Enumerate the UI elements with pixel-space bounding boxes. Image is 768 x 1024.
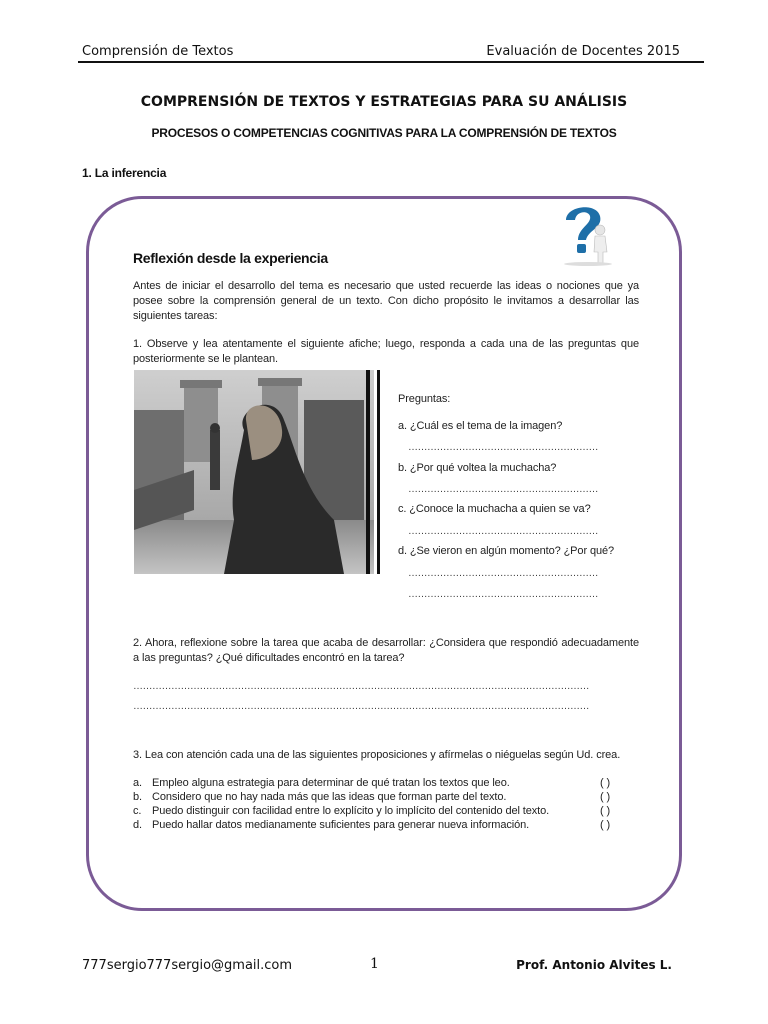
page-subtitle: PROCESOS O COMPETENCIAS COGNITIVAS PARA LA COMPRENSIÓN DE TEXTOS: [151, 126, 617, 140]
answer-line-c: ……………………………………………………: [408, 526, 598, 537]
question-a: a. ¿Cuál es el tema de la imagen?: [398, 420, 563, 432]
question-c: c. ¿Conoce la muchacha a quien se va?: [398, 503, 591, 515]
task-1: 1. Observe y lea atentamente el siguiente afiche; luego, responda a cada una de las preguntas que posteriormente se le plantean.: [133, 338, 639, 365]
answer-box[interactable]: ( ): [600, 805, 611, 817]
header-left: Comprensión de Textos: [82, 44, 234, 59]
question-b: b. ¿Por qué voltea la muchacha?: [398, 462, 557, 474]
section-heading: 1. La inferencia: [82, 166, 167, 180]
statement-text: Puedo distinguir con facilidad entre lo explícito y lo implícito del contenido del texto.: [152, 805, 550, 817]
answer-line-b: ……………………………………………………: [408, 484, 598, 495]
box-heading: Reflexión desde la experiencia: [133, 250, 328, 266]
answer-box[interactable]: ( ): [600, 791, 611, 803]
poster-image: [134, 370, 380, 574]
answer-box[interactable]: ( ): [600, 819, 611, 831]
statement-text: Empleo alguna estrategia para determinar de qué tratan los textos que leo.: [152, 777, 510, 789]
statement-text: Puedo hallar datos medianamente suficientes para generar nueva información.: [152, 819, 530, 831]
questions-label: Preguntas:: [398, 393, 451, 405]
footer-author: Prof. Antonio Alvites L.: [516, 958, 672, 972]
statement-text: Considero que no hay nada más que las ideas que forman parte del texto.: [152, 791, 507, 803]
page-title: COMPRENSIÓN DE TEXTOS Y ESTRATEGIAS PARA SU ANÁLISIS: [140, 94, 628, 110]
page-number: 1: [370, 956, 379, 972]
footer-email: 777sergio777sergio@gmail.com: [82, 958, 293, 973]
question-d: d. ¿Se vieron en algún momento? ¿Por qué?: [398, 545, 615, 557]
statement-letter: d.: [133, 819, 142, 831]
question-mark-figure-icon: [556, 200, 616, 266]
answer-line-a: ……………………………………………………: [408, 442, 598, 453]
long-answer-line-2: ………………………………………………………………………………………………………………………………: [133, 701, 589, 712]
answer-box[interactable]: ( ): [600, 777, 611, 789]
statement-letter: c.: [133, 805, 142, 817]
header-right: Evaluación de Docentes 2015: [486, 44, 680, 59]
header-rule: [78, 61, 704, 63]
long-answer-line-1: ………………………………………………………………………………………………………………………………: [133, 681, 589, 692]
task-3: 3. Lea con atención cada una de las siguientes proposiciones y afírmelas o niéguelas según Ud. crea.: [133, 749, 621, 761]
answer-line-d2: ……………………………………………………: [408, 589, 598, 600]
statement-letter: a.: [133, 777, 142, 789]
answer-line-d1: ……………………………………………………: [408, 568, 598, 579]
statement-letter: b.: [133, 791, 142, 803]
intro-paragraph: Antes de iniciar el desarrollo del tema es necesario que usted recuerde las ideas o nociones que ya posee sobre la comprensión general de un texto. Con dicho propósito le invitamos a desarrollar las siguientes tareas:: [133, 280, 639, 322]
task-2: 2. Ahora, reflexione sobre la tarea que acaba de desarrollar: ¿Considera que respondió adecuadamente a las preguntas? ¿Qué dificultades encontró en la tarea?: [133, 637, 639, 664]
